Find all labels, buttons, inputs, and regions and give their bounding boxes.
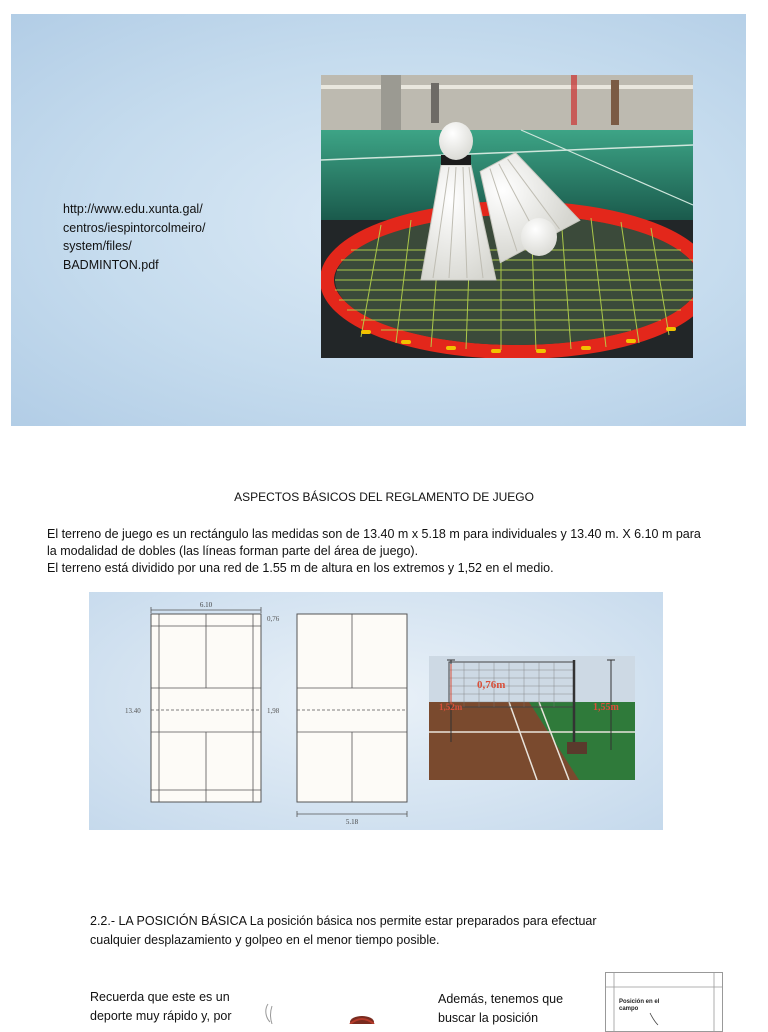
url-line-1: http://www.edu.xunta.gal/ [63,202,203,216]
url-line-2: centros/iespintorcolmeiro/ [63,220,206,235]
net-label-155: 1,55m [593,702,619,713]
ademas-line-1: Además, tenemos que [438,992,564,1006]
court-diagram [89,592,663,830]
dim-center: 1,98 [267,707,280,715]
mini-label-1: Posición en el [619,999,660,1005]
source-url[interactable] [63,200,205,274]
field-position-label [619,999,659,1013]
mini-label-2: campo [619,1006,639,1012]
section-heading: ASPECTOS BÁSICOS DEL REGLAMENTO DE JUEGO [234,490,534,504]
player-illustration [262,1000,422,1024]
ademas-text [438,990,598,1028]
cover-slide [11,14,746,426]
badminton-photo [321,75,693,358]
court-description [47,526,747,576]
para-line-1: El terreno de juego es un rectángulo las medidas son de 13.40 m x 5.18 m para individuales y 13.40 m. X 6.10 m para [47,527,701,541]
net-label-152: 1,52m [439,702,463,712]
section2-line-1: 2.2.- LA POSICIÓN BÁSICA La posición básica nos permite estar preparados para efectuar [90,914,597,928]
section2-line-2: cualquier desplazamiento y golpeo en el menor tiempo posible. [90,932,440,947]
url-line-4: BADMINTON.pdf [63,257,159,272]
remember-text [90,988,260,1026]
dim-left-length: 13.40 [125,707,141,715]
para-line-3: El terreno está dividido por una red de 1.55 m de altura en los extremos y 1,52 en el medio. [47,560,554,575]
net-label-076: 0,76m [477,679,506,691]
remember-line-2: deporte muy rápido y, por [90,1009,232,1023]
remember-line-1: Recuerda que este es un [90,990,230,1004]
para-line-2: la modalidad de dobles (las líneas forman parte del área de juego). [47,543,419,558]
dim-bottom-width: 5.18 [345,818,359,826]
dim-side-gap: 0,76 [267,615,280,623]
url-line-3: system/files/ [63,239,132,253]
dim-top-width: 6.10 [199,601,213,609]
net-photo [429,656,635,780]
ademas-line-2: buscar la posición [438,1011,539,1025]
field-position-diagram [605,972,723,1032]
basic-position-section [90,912,690,949]
